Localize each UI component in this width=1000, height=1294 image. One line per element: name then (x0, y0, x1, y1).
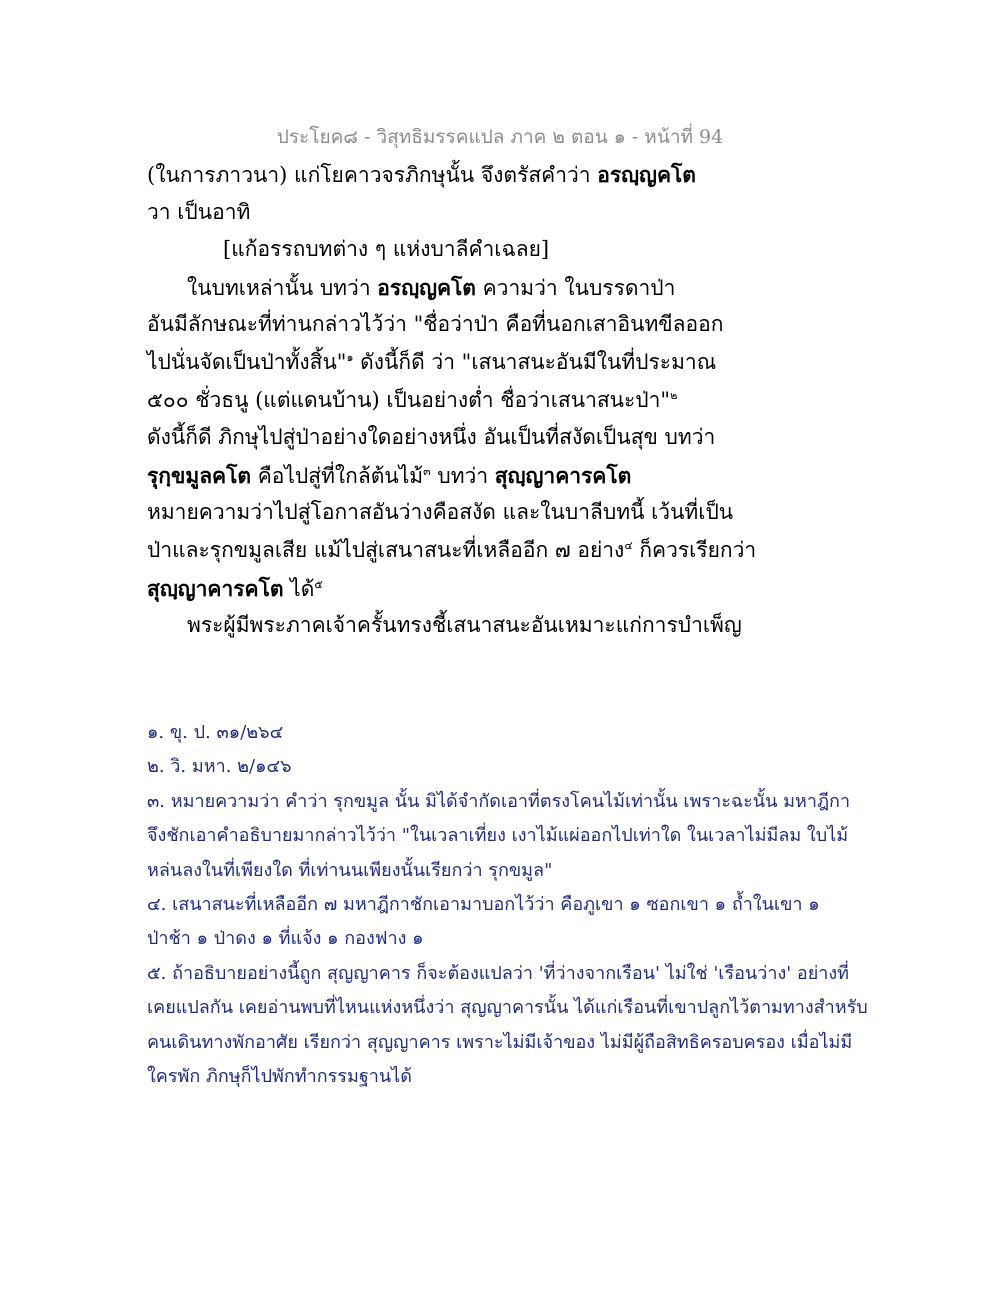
body-line (147, 419, 867, 457)
text-run: ได้ (283, 576, 315, 601)
footnote-line: คนเดินทางพักอาศัย เรียกว่า สุญญาคาร เพราะไม่มีเจ้าของ ไม่มีผู้ถือสิทธิครอบครอง เมื่อไม่มี (147, 1031, 853, 1053)
footnote-line: เคยแปลกัน เคยอ่านพบที่ไหนแห่งหนึ่งว่า สุญญาคารนั้น ได้แก่เรือนที่เขาปลูกไว้ตามทางสำหรับ (147, 997, 868, 1019)
text-run: ในบทเหล่านั้น บทว่า (187, 275, 378, 300)
body-text (147, 156, 867, 645)
body-line (147, 269, 867, 307)
body-line (147, 532, 867, 570)
body-line (147, 382, 867, 420)
body-line (147, 570, 867, 608)
bold-term: อรญฺญคโต (597, 162, 696, 187)
body-line (147, 156, 867, 194)
page-header: ประโยค๘ - วิสุทธิมรรคแปล ภาค ๒ ตอน ๑ - หน้าที่ 94 (276, 126, 724, 148)
body-line (147, 457, 867, 495)
footnote-ref: ๔ (624, 538, 633, 552)
text-run: ดังนี้ก็ดี ภิกษุไปสู่ป่าอย่างใดอย่างหนึ่ง อันเป็นที่สงัดเป็นสุข บทว่า (147, 425, 716, 450)
body-line (147, 231, 867, 269)
bold-term: อรญฺญคโต (377, 274, 476, 300)
footnotes (147, 716, 867, 1094)
bold-term: สุญฺญาคารคโต (494, 462, 632, 488)
text-run: วา เป็นอาทิ (147, 199, 251, 224)
text-run: [แก้อรรถบทต่าง ๆ แห่งบาลีคำเฉลย] (223, 237, 550, 262)
footnote-line: ๑. ขุ. ป. ๓๑/๒๖๔ (147, 722, 284, 743)
text-run: ป่าและรุกขมูลเสีย แม้ไปสู่เสนาสนะที่เหลืออีก ๗ อย่าง (147, 537, 625, 562)
footnote-ref: ๑ (346, 350, 354, 364)
text-run: ๕๐๐ ชั่วธนู (แต่แดนบ้าน) เป็นอย่างต่ำ ชื่อว่าเสนาสนะป่า" (147, 387, 671, 412)
body-line (147, 344, 867, 382)
body-line (147, 306, 867, 344)
text-run: ไปนั่นจัดเป็นป่าทั้งสิ้น" (147, 349, 347, 374)
footnote-line: ๓. หมายความว่า คำว่า รุกขมูล นั้น มิได้จำกัดเอาที่ตรงโคนไม้เท่านั้น เพราะฉะนั้น มหาฎีกา (147, 790, 851, 812)
body-line (147, 494, 867, 532)
text-run: (ในการภาวนา) แก่โยคาวจรภิกษุนั้น จึงตรัสคำว่า (147, 163, 598, 187)
footnote-line: จึงชักเอาคำอธิบายมากล่าวไว้ว่า "ในเวลาเที่ยง เงาไม้แผ่ออกไปเท่าใด ในเวลาไม่มีลม ใบไม้ (147, 825, 849, 847)
footnote-line: ใครพัก ภิกษุก็ไปพักทำกรรมฐานได้ (147, 1065, 412, 1087)
footnote-ref: ๕ (314, 577, 323, 591)
footnote-line: ๔. เสนาสนะที่เหลืออีก ๗ มหาฎีกาชักเอามาบอกไว้ว่า คือภูเขา ๑ ซอกเขา ๑ ถ้ำในเขา ๑ (147, 893, 820, 915)
footnote-line: ป่าช้า ๑ ป่าดง ๑ ที่แจ้ง ๑ กองฟาง ๑ (147, 928, 424, 950)
footnote-line: ๒. วิ. มหา. ๒/๑๔๖ (147, 756, 292, 778)
text-run: อันมีลักษณะที่ท่านกล่าวไว้ว่า "ชื่อว่าป่า คือที่นอกเสาอินทขีลออก (147, 312, 724, 337)
bold-term: สุญฺญาคารคโต (147, 575, 284, 601)
footnote-ref: ๓ (423, 464, 431, 478)
footnote-ref: ๒ (670, 388, 678, 402)
footnote-line: ๕. ถ้าอธิบายอย่างนี้ถูก สุญญาคาร ก็จะต้องแปลว่า 'ที่ว่างจากเรือน' ไม่ใช่ 'เรือนว่าง' อย่างที่ (147, 962, 850, 984)
text-run: บทว่า (430, 463, 495, 488)
text-run: ความว่า ในบรรดาป่า (475, 275, 676, 300)
text-run: ดังนี้ก็ดี ว่า "เสนาสนะอันมีในที่ประมาณ (353, 349, 717, 374)
text-run: ก็ควรเรียกว่า (632, 537, 757, 562)
bold-term: รุกฺขมูลคโต (147, 462, 252, 488)
body-line (147, 194, 867, 232)
text-run: หมายความว่าไปสู่โอกาสอันว่างคือสงัด และในบาลีบทนี้ เว้นที่เป็น (147, 500, 734, 525)
body-line (147, 607, 867, 645)
footnote-line: หล่นลงในที่เพียงใด ที่เท่านนเพียงนั้นเรียกว่า รุกขมูล" (147, 859, 553, 881)
text-run: พระผู้มีพระภาคเจ้าครั้นทรงชี้เสนาสนะอันเหมาะแก่การบำเพ็ญ (187, 613, 742, 638)
text-run: คือไปสู่ที่ใกล้ต้นไม้ (251, 463, 424, 488)
